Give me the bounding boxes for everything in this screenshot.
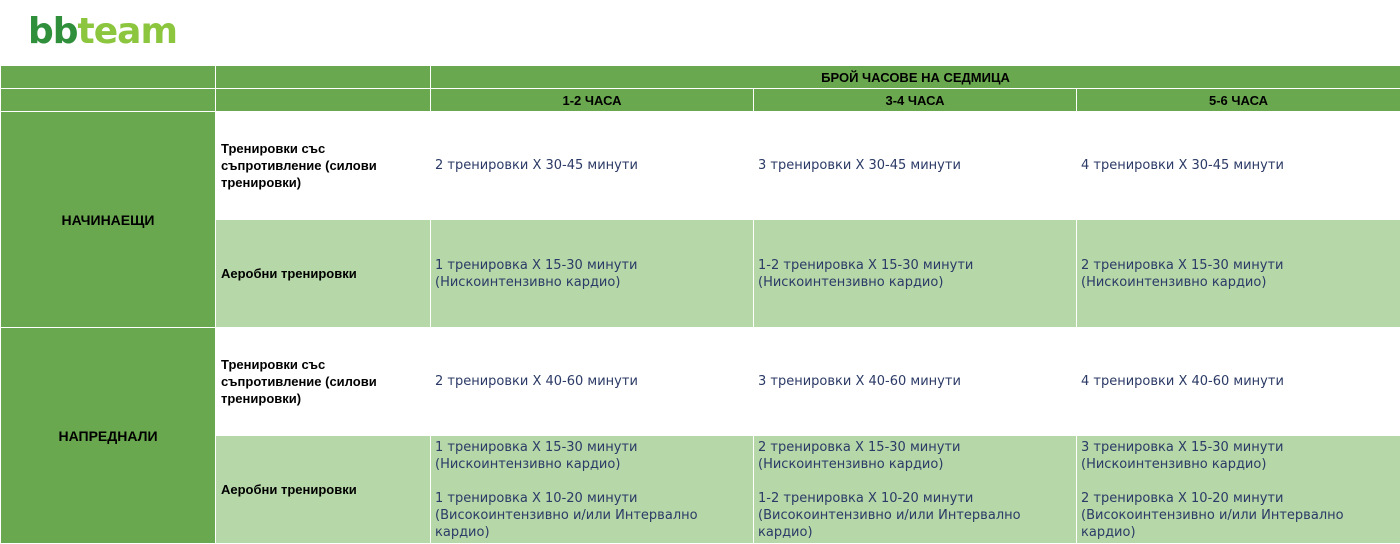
cell-line-low-intensity: 1 тренировка X 15-30 минути (Нискоинтензивно кардио) [435,439,747,473]
column-header-5-6: 5-6 ЧАСА [1077,89,1400,112]
table-cell: 4 тренировки X 30-45 минути [1077,112,1400,220]
column-header-1-2: 1-2 ЧАСА [431,89,754,112]
header-blank-2 [216,89,431,112]
group-label-advanced: НАПРЕДНАЛИ [1,328,216,544]
table-cell: 2 тренировки X 40-60 минути [431,328,754,436]
table-cell [754,436,1077,544]
table-cell: 2 тренировка X 15-30 минути (Нискоинтензивно кардио) [1077,220,1400,328]
cell-line-low-intensity: 3 тренировка X 15-30 минути (Нискоинтензивно кардио) [1081,439,1394,473]
header-blank-1 [1,89,216,112]
table-cell: 2 тренировки X 30-45 минути [431,112,754,220]
bbteam-logo[interactable] [28,12,177,52]
table-cell [431,436,754,544]
cell-gap [435,473,747,490]
table-cell: 4 тренировки X 40-60 минути [1077,328,1400,436]
cell-gap [758,473,1070,490]
table-cell: 3 тренировки X 40-60 минути [754,328,1077,436]
column-header-3-4: 3-4 ЧАСА [754,89,1077,112]
cell-line-low-intensity: 2 тренировка X 15-30 минути (Нискоинтензивно кардио) [758,439,1070,473]
cell-line-high-intensity: 2 тренировка X 10-20 минути (Високоинтензивно и/или Интервално кардио) [1081,490,1394,541]
row-type-strength: Тренировки със съпротивление (силови тренировки) [216,112,431,220]
cell-line-high-intensity: 1 тренировка X 10-20 минути (Високоинтензивно и/или Интервално кардио) [435,490,747,541]
table-cell: 3 тренировки X 30-45 минути [754,112,1077,220]
cell-line-high-intensity: 1-2 тренировка X 10-20 минути (Високоинтензивно и/или Интервално кардио) [758,490,1070,541]
table-cell: 1 тренировка X 15-30 минути (Нискоинтензивно кардио) [431,220,754,328]
table-cell [1077,436,1400,544]
logo-team: team [78,12,177,52]
group-label-beginners: НАЧИНАЕЩИ [1,112,216,328]
logo-bb: bb [28,12,78,52]
training-hours-table [0,65,1400,544]
header-title: БРОЙ ЧАСОВЕ НА СЕДМИЦА [431,66,1400,89]
table-cell: 1-2 тренировка X 15-30 минути (Нискоинтензивно кардио) [754,220,1077,328]
header-corner-2 [216,66,431,89]
cell-gap [1081,473,1394,490]
header-corner-1 [1,66,216,89]
row-type-aerobic: Аеробни тренировки [216,436,431,544]
row-type-aerobic: Аеробни тренировки [216,220,431,328]
row-type-strength: Тренировки със съпротивление (силови тренировки) [216,328,431,436]
